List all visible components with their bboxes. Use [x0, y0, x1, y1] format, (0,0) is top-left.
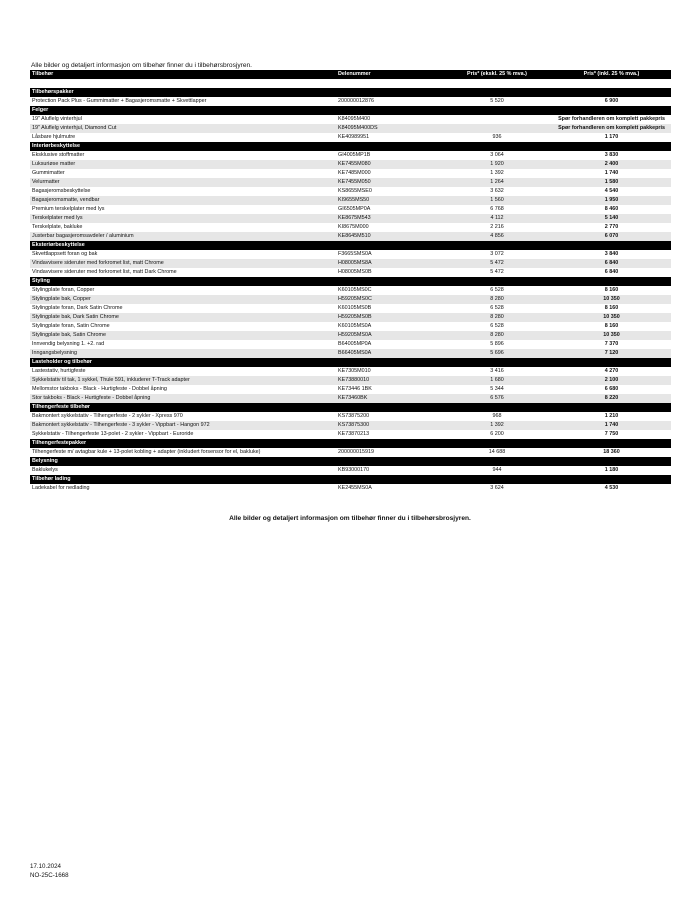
cell-accessory-name: Terskelplater med lys [30, 214, 336, 223]
cell-part-number: KE2455MS0A [336, 484, 442, 493]
cell-accessory-name: Stylingplate bak, Copper [30, 295, 336, 304]
footer-code: NO-25C-1668 [30, 872, 69, 879]
cell-accessory-name: Stylingplate bak, Satin Chrome [30, 331, 336, 340]
cell-price-incl: 4 540 [552, 187, 671, 196]
cell-part-number: K84095M400DS [336, 124, 442, 133]
cell-price-excl: 5 896 [442, 340, 552, 349]
cell-price-excl: 936 [442, 133, 552, 142]
cell-accessory-name: Innvendig belysning 1. +2. rad [30, 340, 336, 349]
cell-price-excl: 5 520 [442, 97, 552, 106]
category-title: Tilbehørspakker [30, 88, 671, 97]
table-row [30, 124, 671, 133]
table-row [30, 286, 671, 295]
cell-price-incl: 8 160 [552, 304, 671, 313]
cell-accessory-name: Bakmontert sykkelstativ - Tilhengerfeste - 3 sykler - Vippbart - Hangon 972 [30, 421, 336, 430]
cell-accessory-name: Bakmontert sykkelstativ - Tilhengerfeste - 2 sykler - Xpress 970 [30, 412, 336, 421]
cell-price-excl: 968 [442, 412, 552, 421]
cell-price-incl: 10 350 [552, 295, 671, 304]
cell-part-number: KE73460BK [336, 394, 442, 403]
cell-price-excl: 1 680 [442, 376, 552, 385]
cell-part-number: GI4005MP1B [336, 151, 442, 160]
cell-price-excl: 3 624 [442, 484, 552, 493]
cell-part-number: H08005MS8A [336, 259, 442, 268]
cell-part-number: K60105MS0B [336, 304, 442, 313]
category-header-row [30, 142, 671, 151]
cell-price-excl [442, 124, 552, 133]
category-title: Interiørbeskyttelse [30, 142, 671, 151]
spacer-row [30, 79, 671, 88]
cell-price-excl: 4 856 [442, 232, 552, 241]
header-accessory: Tilbehør [30, 70, 336, 79]
table-row [30, 430, 671, 439]
table-row [30, 448, 671, 457]
cell-part-number: KE7485M000 [336, 169, 442, 178]
category-header-row [30, 475, 671, 484]
table-row [30, 268, 671, 277]
cell-accessory-name: 19" Aluflelg vinterhjul, Diamond Cut [30, 124, 336, 133]
header-part-number: Delenummer [336, 70, 442, 79]
cell-accessory-name: Låsbare hjulmutre [30, 133, 336, 142]
table-row [30, 412, 671, 421]
table-row [30, 466, 671, 475]
table-row [30, 178, 671, 187]
cell-accessory-name: Eksklusive stoffmatter [30, 151, 336, 160]
table-row [30, 151, 671, 160]
cell-price-incl: 6 900 [552, 97, 671, 106]
cell-price-incl: 18 360 [552, 448, 671, 457]
cell-part-number: KE7455M080 [336, 160, 442, 169]
table-header-row [30, 70, 671, 79]
category-title: Lasteholder og tilbehør [30, 358, 671, 367]
cell-accessory-name: Stylingplate foran, Dark Satin Chrome [30, 304, 336, 313]
cell-part-number: KE7305M010 [336, 367, 442, 376]
cell-accessory-name: Skvettlappsett foran og bak [30, 250, 336, 259]
table-row [30, 367, 671, 376]
cell-price-excl: 6 768 [442, 205, 552, 214]
cell-accessory-name: Bagasjeromsmatte, vendbar [30, 196, 336, 205]
cell-part-number: H59205MS0A [336, 331, 442, 340]
table-row [30, 484, 671, 493]
cell-price-excl: 8 280 [442, 313, 552, 322]
cell-price-excl [442, 115, 552, 124]
header-price-excl-vat: Pris* (ekskl. 25 % mva.) [442, 70, 552, 79]
category-header-row [30, 457, 671, 466]
cell-accessory-name: Luksuriøse matter [30, 160, 336, 169]
cell-price-incl: 4 530 [552, 484, 671, 493]
cell-accessory-name: Baklukelys [30, 466, 336, 475]
cell-part-number: H08005MS0B [336, 268, 442, 277]
cell-part-number: 200000015919 [336, 448, 442, 457]
table-row [30, 376, 671, 385]
category-title: Felger [30, 106, 671, 115]
table-row [30, 133, 671, 142]
cell-price-excl: 6 576 [442, 394, 552, 403]
cell-accessory-name: Stylingplate foran, Copper [30, 286, 336, 295]
table-row [30, 421, 671, 430]
cell-price-incl: 6 070 [552, 232, 671, 241]
cell-accessory-name: 19" Aluflelg vinterhjul [30, 115, 336, 124]
table-row [30, 331, 671, 340]
table-row [30, 304, 671, 313]
cell-part-number: H59205MS0B [336, 313, 442, 322]
header-price-incl-vat: Pris* (inkl. 25 % mva.) [552, 70, 671, 79]
cell-price-incl: 10 350 [552, 313, 671, 322]
cell-price-excl: 3 072 [442, 250, 552, 259]
cell-price-excl: 4 112 [442, 214, 552, 223]
table-row [30, 340, 671, 349]
category-title: Tilbehør lading [30, 475, 671, 484]
table-row [30, 394, 671, 403]
cell-part-number: 200000012876 [336, 97, 442, 106]
cell-price-excl: 3 632 [442, 187, 552, 196]
cell-price-incl: 3 840 [552, 250, 671, 259]
cell-part-number: KI9655MS50 [336, 196, 442, 205]
cell-price-excl: 5 472 [442, 268, 552, 277]
cell-price-excl: 1 392 [442, 421, 552, 430]
cell-accessory-name: Tilhengerfeste m/ avtagbar kule + 13-polet kobling + adapter (inkludert forsensor for el, bakluke) [30, 448, 336, 457]
cell-price-incl: 5 140 [552, 214, 671, 223]
cell-part-number: KE8675M543 [336, 214, 442, 223]
category-header-row [30, 358, 671, 367]
cell-price-incl: 2 100 [552, 376, 671, 385]
cell-price-incl: 1 210 [552, 412, 671, 421]
table-row [30, 205, 671, 214]
cell-accessory-name: Velurmatter [30, 178, 336, 187]
cell-price-excl: 1 920 [442, 160, 552, 169]
cell-price-incl: 7 370 [552, 340, 671, 349]
cell-part-number: KI8675M000 [336, 223, 442, 232]
category-title: Tilhengerfeste tilbehør [30, 403, 671, 412]
table-row [30, 214, 671, 223]
cell-accessory-name: Lastestativ, hurtigfeste [30, 367, 336, 376]
cell-part-number: KS73875200 [336, 412, 442, 421]
table-row [30, 160, 671, 169]
cell-price-excl: 8 280 [442, 295, 552, 304]
cell-price-incl: 6 840 [552, 268, 671, 277]
table-row [30, 295, 671, 304]
cell-price-excl: 5 696 [442, 349, 552, 358]
cell-price-excl: 6 528 [442, 304, 552, 313]
cell-part-number: K84095M400 [336, 115, 442, 124]
cell-part-number: GI6505MP0A [336, 205, 442, 214]
cell-part-number: B64005MP0A [336, 340, 442, 349]
table-row [30, 313, 671, 322]
table-row [30, 259, 671, 268]
cell-accessory-name: Vindavvisere sideruter med forkromet list, matt Dark Chrome [30, 268, 336, 277]
cell-price-incl: 1 170 [552, 133, 671, 142]
cell-price-excl: 5 344 [442, 385, 552, 394]
accessory-price-table [30, 70, 671, 493]
cell-price-excl: 6 200 [442, 430, 552, 439]
cell-part-number: KE7455M050 [336, 178, 442, 187]
cell-price-incl: 7 120 [552, 349, 671, 358]
category-header-row [30, 106, 671, 115]
cell-part-number: KE40989951 [336, 133, 442, 142]
footer [30, 862, 69, 880]
cell-part-number: KS8655MSE0 [336, 187, 442, 196]
cell-part-number: K60105MS0C [336, 286, 442, 295]
cell-part-number: B66405MS0A [336, 349, 442, 358]
cell-price-excl: 5 472 [442, 259, 552, 268]
cell-price-excl: 6 528 [442, 286, 552, 295]
table-row [30, 169, 671, 178]
cell-part-number: KE8645M510 [336, 232, 442, 241]
table-row [30, 223, 671, 232]
cell-accessory-name: Terskelplate, bakluke [30, 223, 336, 232]
cell-price-incl: 7 750 [552, 430, 671, 439]
cell-price-incl: 4 270 [552, 367, 671, 376]
cell-part-number: H59205MS0C [336, 295, 442, 304]
cell-price-incl: 8 160 [552, 286, 671, 295]
cell-price-incl: 2 400 [552, 160, 671, 169]
cell-price-incl: 2 770 [552, 223, 671, 232]
cell-accessory-name: Stylingplate foran, Satin Chrome [30, 322, 336, 331]
table-row [30, 196, 671, 205]
cell-price-incl: 1 180 [552, 466, 671, 475]
table-row [30, 115, 671, 124]
table-row [30, 97, 671, 106]
cell-price-incl: 1 950 [552, 196, 671, 205]
cell-price-incl: 6 680 [552, 385, 671, 394]
cell-price-excl: 1 264 [442, 178, 552, 187]
table-body [30, 79, 671, 493]
cell-price-excl: 944 [442, 466, 552, 475]
cell-accessory-name: Gummimatter [30, 169, 336, 178]
category-header-row [30, 88, 671, 97]
cell-accessory-name: Stylingplate bak, Dark Satin Chrome [30, 313, 336, 322]
cell-price-excl: 8 280 [442, 331, 552, 340]
table-row [30, 385, 671, 394]
cell-price-incl: 8 460 [552, 205, 671, 214]
cell-price-incl: 6 840 [552, 259, 671, 268]
cell-price-incl: Spør forhandleren om komplett pakkepris [552, 115, 671, 124]
cell-accessory-name: Premium terskelplater med lys [30, 205, 336, 214]
cell-price-excl: 3 064 [442, 151, 552, 160]
cell-accessory-name: Justerbar bagasjeromsavdeler / aluminium [30, 232, 336, 241]
category-header-row [30, 439, 671, 448]
cell-accessory-name: Sykkelstativ - Tilhengerfeste 13-polet - 2 sykler - Vippbart - Euroride [30, 430, 336, 439]
closing-text: Alle bilder og detaljert informasjon om tilbehør finner du i tilbehørsbrosjyren. [229, 515, 471, 522]
cell-price-incl: Spør forhandleren om komplett pakkepris [552, 124, 671, 133]
footer-date: 17.10.2024 [30, 863, 61, 870]
cell-accessory-name: Sykkelstativ til tak, 1 sykkel, Thule 591, inkluderer T-Track adapter [30, 376, 336, 385]
category-title: Tilhengerfestepakker [30, 439, 671, 448]
category-title: Eksteriørbeskyttelse [30, 241, 671, 250]
cell-accessory-name: Inngangsbelysning [30, 349, 336, 358]
cell-price-incl: 10 350 [552, 331, 671, 340]
cell-accessory-name: Vindavvisere sideruter med forkromet list, matt Chrome [30, 259, 336, 268]
category-title: Belysning [30, 457, 671, 466]
cell-accessory-name: Protection Pack Plus - Gummimatter + Bagasjeromsmatte + Skvettlapper [30, 97, 336, 106]
cell-accessory-name: Bagasjeromsbeskyttelse [30, 187, 336, 196]
cell-part-number: F3665SMS0A [336, 250, 442, 259]
cell-part-number: KE73880010 [336, 376, 442, 385]
table-row [30, 322, 671, 331]
cell-part-number: KE73870213 [336, 430, 442, 439]
cell-price-incl: 8 160 [552, 322, 671, 331]
cell-price-excl: 6 528 [442, 322, 552, 331]
table-row [30, 187, 671, 196]
table-row [30, 232, 671, 241]
cell-price-incl: 8 220 [552, 394, 671, 403]
category-header-row [30, 241, 671, 250]
table-row [30, 250, 671, 259]
cell-price-excl: 1 392 [442, 169, 552, 178]
intro-text: Alle bilder og detaljert informasjon om tilbehør finner du i tilbehørsbrosjyren. [31, 62, 252, 69]
cell-accessory-name: Mellomstor takboks - Black - Hurtigfeste - Dobbel åpning [30, 385, 336, 394]
category-header-row [30, 277, 671, 286]
cell-accessory-name: Ladekabel for nedlading [30, 484, 336, 493]
cell-price-incl: 1 580 [552, 178, 671, 187]
table-row [30, 349, 671, 358]
cell-accessory-name: Stor takboks - Black - Hurtigfeste - Dobbel åpning [30, 394, 336, 403]
cell-part-number: K60105MS0A [336, 322, 442, 331]
category-header-row [30, 403, 671, 412]
cell-price-excl: 3 416 [442, 367, 552, 376]
cell-price-incl: 1 740 [552, 169, 671, 178]
category-title: Styling [30, 277, 671, 286]
cell-price-excl: 14 688 [442, 448, 552, 457]
cell-price-incl: 3 830 [552, 151, 671, 160]
cell-part-number: KS73875300 [336, 421, 442, 430]
cell-price-excl: 1 560 [442, 196, 552, 205]
cell-part-number: KE73446 1BK [336, 385, 442, 394]
cell-price-excl: 2 216 [442, 223, 552, 232]
cell-part-number: KB93000170 [336, 466, 442, 475]
cell-price-incl: 1 740 [552, 421, 671, 430]
